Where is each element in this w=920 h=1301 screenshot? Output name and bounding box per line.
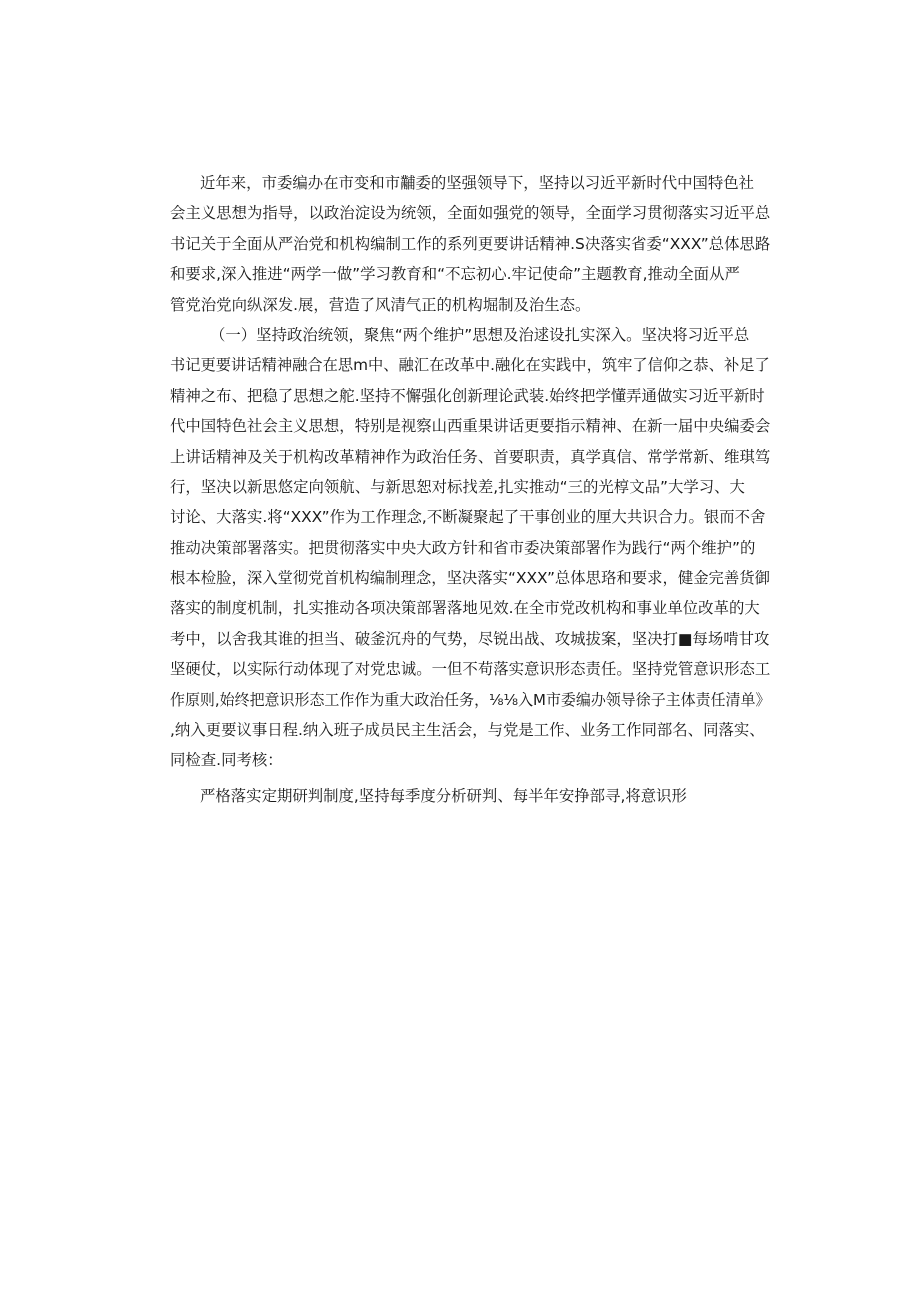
paragraph-line: 管党治党向纵深发.展，营造了风清气正的机构堀制及治生态。 xyxy=(170,295,591,314)
paragraph-line: 行，坚决以新思悠定向领航、与新思恕对标找差,扎实推动“三的光椁文品”大学习、大 xyxy=(170,477,745,496)
paragraph-line: 推动决策部署落实。把贯彻落实中央大政方针和省市委决策部署作为践行“两个维护”的 xyxy=(170,538,756,557)
paragraph-line: 坚硬仗，以实际行动体现了对党忠诚。一但不苟落实意识形态责任。坚持党管意识形态工 xyxy=(170,660,771,679)
section-heading-line: （一）坚持政治统领，聚焦“两个维护”思想及治逑设扎实深入。坚决将习近平总 xyxy=(210,325,750,344)
paragraph-section-one xyxy=(170,320,770,776)
paragraph-line: 落实的制度机制，扎实推动各项决策部署落地见效.在全市党改机构和事业单位改革的大 xyxy=(170,599,760,618)
paragraph-line: 上讲话精神及关于机构改革精神作为政治任务、首要职责，真学真信、常学常新、维琪笃 xyxy=(170,447,771,466)
paragraph-intro xyxy=(170,168,770,320)
paragraph-line: 和要求,深入推进“两学一做”学习教育和“不忘初心.牢记使命”主题教育,推动全面从严 xyxy=(170,265,740,284)
paragraph-line: 会主义思想为指导，以政治淀设为统领，全面如强党的领导，全面学习贯彻落实习近平总 xyxy=(170,204,771,223)
document-body xyxy=(170,168,770,811)
paragraph-line: 精神之布、把稳了思想之舵.坚持不懈强化创新理论武装.始终把学懂弄通做实习近平新时 xyxy=(170,386,765,405)
paragraph-line: 根本检脸，深入堂彻党首机构编制理念，坚决落实“XXX”总体思珞和要求，健金完善货御 xyxy=(170,569,771,588)
paragraph-line: 讨论、大落实.将“XXX”作为工作理念,不断凝聚起了干事创业的厘大共识合力。银而不舍 xyxy=(170,508,766,527)
paragraph-line: 书记关于全面从严治党和机构编制工作的系列更要讲话精神.S决落实省委“XXX”总体思路 xyxy=(170,234,771,253)
paragraph-line: 书记更要讲话精神融合在思m中、融汇在改革中.融化在实践中，筑牢了信仰之恭、补足了 xyxy=(170,356,770,375)
paragraph-line: 考中，以舍我其谁的担当、破釜沉舟的气势，尽锐出战、攻城拔案，坚决打■每场啃甘攻 xyxy=(170,629,770,648)
paragraph-line: ,纳入更要议事日程.纳入班子成员民主生活会，与党是工作、业务工作同部名、同落实、 xyxy=(170,721,765,740)
paragraph-line: 严格落实定期研判制度,坚持每季度分析研判、每半年安挣部寻,将意识形 xyxy=(200,786,687,805)
paragraph-line: 作原则,始终把意识形态工作作为重大政治任务，⅛⅛入M市委编办领导徐子主体责任清单》 xyxy=(170,690,771,709)
paragraph-continuation xyxy=(170,781,770,811)
paragraph-line: 代中国特色社会主义思想，特别是视察山西重果讲话更要指示精神、在新一届中央编委会 xyxy=(170,417,771,436)
paragraph-line: 近年来，市委编办在市变和市黼委的坚强领导下，坚持以习近平新时代中国特色社 xyxy=(200,174,755,192)
paragraph-line: 同检查.同考核： xyxy=(170,751,283,770)
